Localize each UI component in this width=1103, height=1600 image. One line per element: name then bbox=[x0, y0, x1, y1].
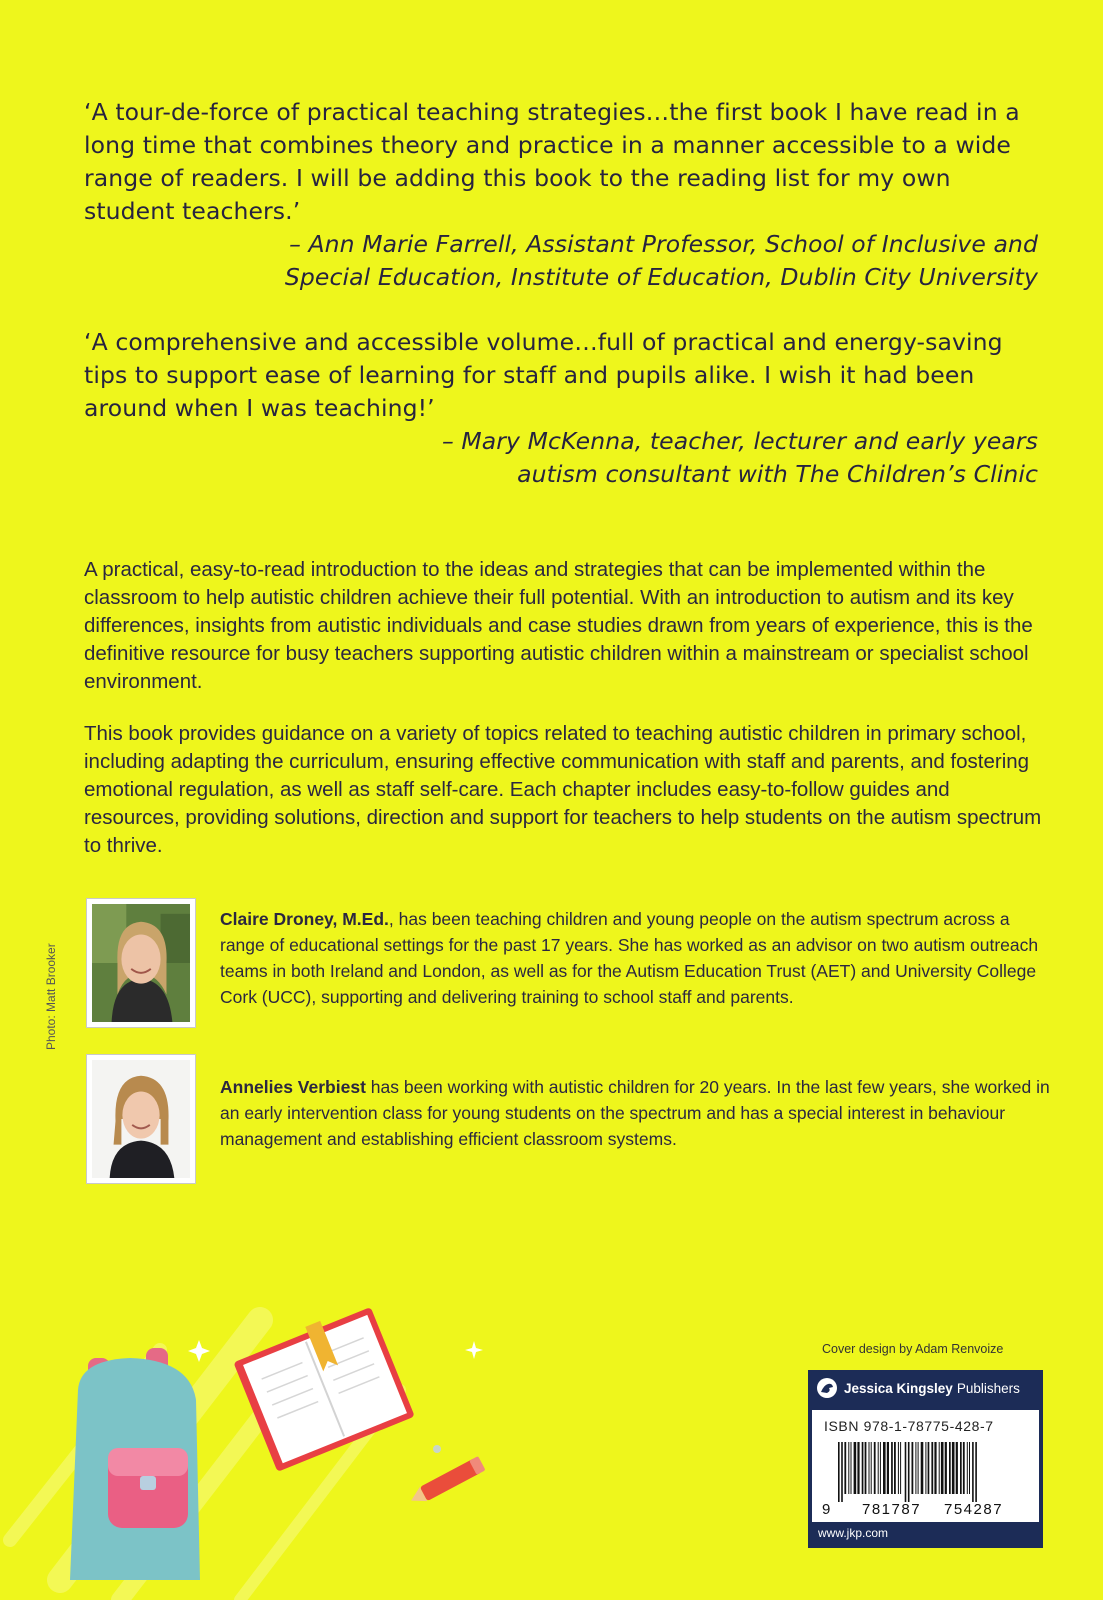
school-supplies-illustration bbox=[0, 1240, 620, 1600]
barcode-bar bbox=[838, 1442, 840, 1502]
quote-attribution bbox=[84, 228, 1044, 294]
barcode-bar bbox=[857, 1442, 859, 1494]
author-photo-claire bbox=[86, 898, 196, 1028]
quote-text: ‘A tour-de-force of practical teaching strategies…the first book I have read in a long time that combines theory and practice in a manner accessible to a wide range of readers. I will be adding this book to the reading list for my own student teachers.’ bbox=[84, 98, 1020, 225]
barcode-bar bbox=[869, 1442, 870, 1494]
barcode-bar bbox=[918, 1442, 919, 1494]
barcode-bar bbox=[844, 1442, 846, 1494]
publisher-website: www.jkp.com bbox=[818, 1526, 889, 1540]
author-bio-annelies bbox=[220, 1074, 1050, 1152]
publisher-name-bold: Jessica Kingsley bbox=[844, 1380, 953, 1396]
publisher-header bbox=[808, 1370, 1043, 1406]
barcode-bar bbox=[975, 1442, 977, 1502]
author-bio-text: has been working with autistic children for 20 years. In the last few years, she worked in an early intervention class for young students on the spectrum and has a special interest in behaviour management and establishing efficient classroom systems. bbox=[220, 1077, 1050, 1149]
barcode bbox=[822, 1442, 1029, 1516]
barcode-bar bbox=[854, 1442, 857, 1494]
barcode-bar bbox=[862, 1442, 864, 1494]
publisher-barcode-box bbox=[808, 1370, 1043, 1548]
barcode-bar bbox=[900, 1442, 901, 1494]
barcode-lead-digit: 9 bbox=[822, 1501, 831, 1516]
barcode-bar bbox=[878, 1442, 879, 1494]
barcode-bar bbox=[928, 1442, 930, 1494]
barcode-bar bbox=[841, 1442, 843, 1502]
isbn-number: ISBN 978-1-78775-428-7 bbox=[824, 1418, 994, 1434]
barcode-bar bbox=[871, 1442, 872, 1494]
quote-text: ‘A comprehensive and accessible volume…full of practical and energy-saving tips to support ease of learning for staff and pupils alike. I wish it had been around when I was teaching!’ bbox=[84, 328, 1003, 422]
barcode-bar bbox=[883, 1442, 886, 1494]
barcode-area bbox=[812, 1410, 1039, 1522]
barcode-bar bbox=[931, 1442, 933, 1494]
barcode-bar bbox=[967, 1442, 968, 1494]
quote-attribution bbox=[84, 425, 1044, 491]
author-bio-text: , has been teaching children and young people on the autism spectrum across a range of educational settings for the past 17 years. She has worked as an advisor on two autism outreach teams in both Ireland and London, as well as for the Autism Education Trust (AET) and University College Cork (UCC), supporting and delivering training to school staff and parents. bbox=[220, 909, 1039, 1007]
barcode-group-1: 781787 bbox=[862, 1501, 922, 1516]
barcode-bar bbox=[874, 1442, 876, 1494]
barcode-group-2: 754287 bbox=[944, 1501, 1004, 1516]
publisher-name-rest: Publishers bbox=[956, 1380, 1020, 1396]
barcode-bar bbox=[905, 1442, 907, 1502]
attribution-line: – Ann Marie Farrell, Assistant Professor, School of Inclusive and bbox=[289, 230, 1038, 258]
barcode-bar bbox=[891, 1442, 893, 1494]
dot-icon bbox=[433, 1445, 441, 1453]
barcode-bar bbox=[908, 1442, 910, 1502]
attribution-line: autism consultant with The Children’s Clinic bbox=[517, 460, 1038, 488]
cover-design-credit: Cover design by Adam Renvoize bbox=[822, 1342, 1004, 1356]
author-name: Annelies Verbiest bbox=[220, 1077, 366, 1097]
barcode-bar bbox=[887, 1442, 889, 1494]
photo-credit: Photo: Matt Brooker bbox=[44, 943, 58, 1050]
barcode-bar bbox=[969, 1442, 970, 1494]
barcode-bar bbox=[851, 1442, 852, 1494]
author-bio-claire bbox=[220, 906, 1050, 1010]
barcode-bar bbox=[912, 1442, 914, 1494]
barcode-bar bbox=[956, 1442, 958, 1494]
barcode-bar bbox=[880, 1442, 881, 1494]
barcode-bar bbox=[945, 1442, 947, 1494]
barcode-bar bbox=[960, 1442, 962, 1494]
barcode-bar bbox=[934, 1442, 936, 1494]
publisher-logo-icon bbox=[816, 1377, 838, 1399]
barcode-bar bbox=[898, 1442, 899, 1494]
barcode-bar bbox=[848, 1442, 849, 1494]
barcode-bar bbox=[925, 1442, 926, 1494]
barcode-bar bbox=[915, 1442, 916, 1494]
barcode-bar bbox=[921, 1442, 924, 1494]
barcode-bar bbox=[894, 1442, 896, 1494]
backpack-icon bbox=[70, 1348, 200, 1580]
description-paragraph-2: This book provides guidance on a variety of topics related to teaching autistic children in primary school, including adapting the curriculum, ensuring effective communication with staff and parents, and fostering emotional regulation, as well as staff self-care. Each chapter includes easy-to-follow guides and resources, providing solutions, direction and support for teachers to help students on the autism spectrum to thrive. bbox=[84, 722, 1042, 857]
review-quote-2 bbox=[84, 326, 1044, 491]
attribution-line: – Mary McKenna, teacher, lecturer and early years bbox=[441, 427, 1038, 455]
pencil-icon bbox=[407, 1456, 485, 1508]
barcode-bar bbox=[972, 1442, 974, 1502]
barcode-bar bbox=[865, 1442, 867, 1494]
attribution-line: Special Education, Institute of Education, Dublin City University bbox=[284, 263, 1038, 291]
barcode-bar bbox=[963, 1442, 965, 1494]
barcode-bar bbox=[941, 1442, 944, 1494]
barcode-bar bbox=[949, 1442, 951, 1494]
author-name: Claire Droney, M.Ed. bbox=[220, 909, 389, 929]
barcode-bar bbox=[952, 1442, 955, 1494]
barcode-bar bbox=[939, 1442, 940, 1494]
author-photo-annelies bbox=[86, 1054, 196, 1184]
review-quote-1 bbox=[84, 96, 1044, 294]
description-paragraph-1: A practical, easy-to-read introduction to the ideas and strategies that can be implemented within the classroom to help autistic children achieve their full potential. With an introduction to autism and its key differences, insights from autistic individuals and case studies drawn from years of experience, this is the definitive resource for busy teachers supporting autistic children within a mainstream or specialist school environment. bbox=[84, 558, 1033, 693]
